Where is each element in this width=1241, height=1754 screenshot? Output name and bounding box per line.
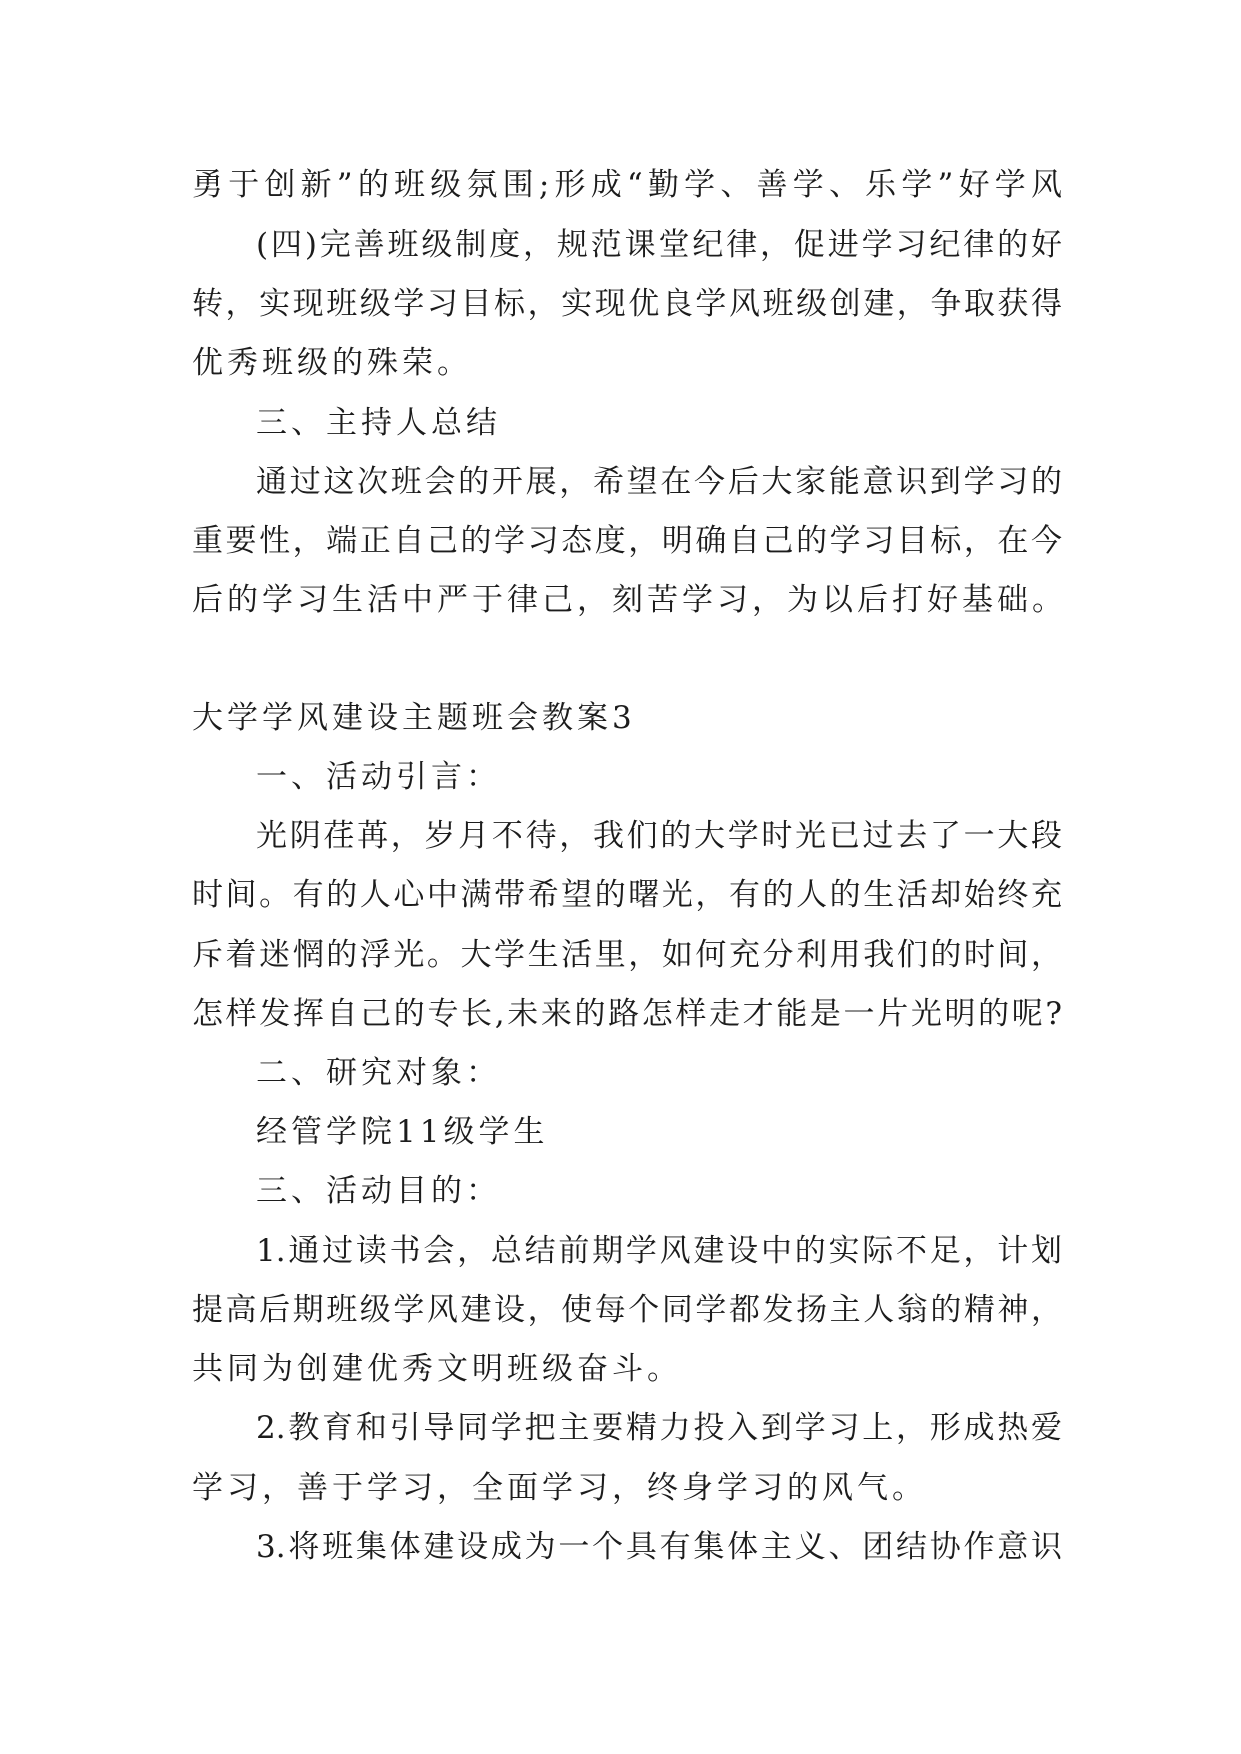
section-heading: 一、活动引言：	[256, 759, 501, 795]
list-item: 3.将班集体建设成为一个具有集体主义、团结协作意识	[256, 1529, 1062, 1565]
list-item: 2.教育和引导同学把主要精力投入到学习上，形成热爱	[256, 1410, 1062, 1446]
text-line: (四)完善班级制度，规范课堂纪律，促进学习纪律的好	[256, 227, 1062, 263]
text-line: 重要性，端正自己的学习态度，明确自己的学习目标，在今	[192, 523, 1062, 559]
text-line: 转，实现班级学习目标，实现优良学风班级创建，争取获得	[192, 286, 1062, 322]
text-line: 勇于创新”的班级氛围;形成“勤学、善学、乐学”好学风	[192, 167, 1062, 203]
document-title: 大学学风建设主题班会教案3	[192, 700, 636, 736]
section-heading: 二、研究对象：	[256, 1055, 501, 1091]
text-line: 通过这次班会的开展，希望在今后大家能意识到学习的	[256, 464, 1062, 500]
text-line: 怎样发挥自己的专长,未来的路怎样走才能是一片光明的呢?	[192, 996, 1062, 1032]
text-line: 共同为创建优秀文明班级奋斗。	[192, 1351, 682, 1387]
text-line: 学习，善于学习，全面学习，终身学习的风气。	[192, 1470, 927, 1506]
text-line: 经管学院11级学生	[256, 1114, 549, 1150]
text-line: 斥着迷惘的浮光。大学生活里，如何充分利用我们的时间，	[192, 937, 1062, 973]
section-heading: 三、主持人总结	[256, 405, 501, 441]
section-heading: 三、活动目的：	[256, 1173, 501, 1209]
text-line: 光阴荏苒，岁月不待，我们的大学时光已过去了一大段	[256, 818, 1062, 854]
text-line: 后的学习生活中严于律己，刻苦学习，为以后打好基础。	[192, 582, 1067, 618]
list-item: 1.通过读书会，总结前期学风建设中的实际不足，计划	[256, 1233, 1062, 1269]
text-line: 提高后期班级学风建设，使每个同学都发扬主人翁的精神，	[192, 1292, 1062, 1328]
text-line: 优秀班级的殊荣。	[192, 345, 472, 381]
text-line: 时间。有的人心中满带希望的曙光，有的人的生活却始终充	[192, 877, 1062, 913]
